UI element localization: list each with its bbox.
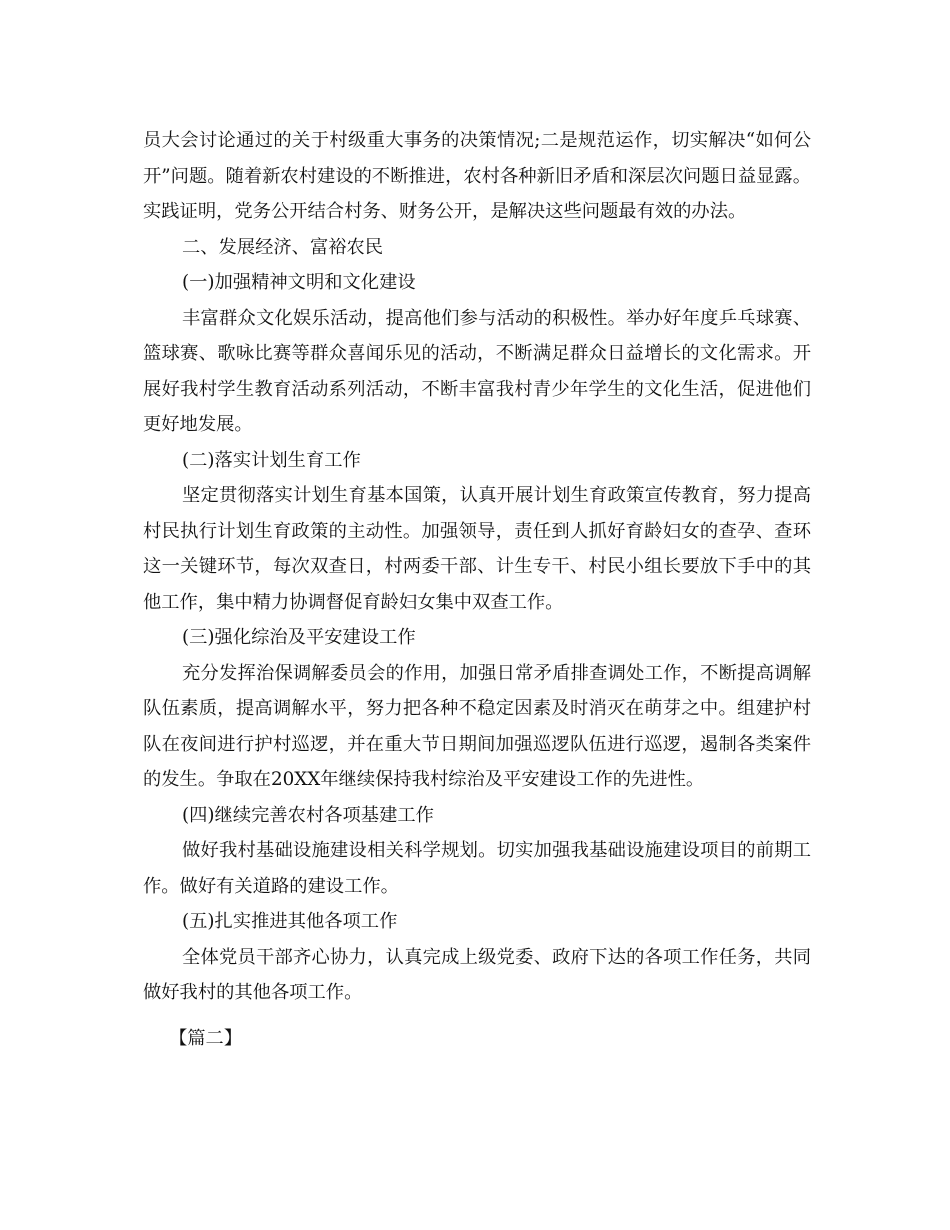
paragraph-infrastructure: 做好我村基础设施建设相关科学规划。切实加强我基础设施建设项目的前期工作。做好有关道路的建设工作。: [143, 840, 811, 897]
subheading-3: (三)强化综治及平安建设工作: [182, 627, 416, 648]
paragraph-public-safety: 充分发挥治保调解委员会的作用，加强日常矛盾排查调处工作，不断提高调解队伍素质，提高调解水平，努力把各种不稳定因素及时消灭在萌芽之中。组建护村队在夜间进行护村巡逻，并在重大节日期间加强巡逻队伍进行巡逻，遏制各类案件的发生。争取在20XX年继续保持我村综治及平安建设工作的先进性。: [143, 662, 811, 790]
document-body: [143, 123, 811, 1056]
paragraph-continued: 员大会讨论通过的关于村级重大事务的决策情况;二是规范运作，切实解决“如何公开”问题。随着新农村建设的不断推进，农村各种新旧矛盾和深层次问题日益显露。实践证明，党务公开结合村务、财务公开，是解决这些问题最有效的办法。: [143, 130, 811, 222]
paragraph-family-planning: 坚定贯彻落实计划生育基本国策，认真开展计划生育政策宣传教育，努力提高村民执行计划生育政策的主动性。加强领导，责任到人抓好育龄妇女的查孕、查环这一关键环节，每次双查日，村两委干部、计生专干、村民小组长要放下手中的其他工作，集中精力协调督促育龄妇女集中双查工作。: [143, 485, 811, 613]
subheading-4: (四)继续完善农村各项基建工作: [182, 804, 434, 826]
heading-section-two: 二、发展经济、富裕农民: [182, 236, 384, 258]
subheading-5: (五)扎实推进其他各项工作: [182, 911, 398, 932]
section-marker: 【篇二】: [169, 1027, 243, 1049]
paragraph-culture: 丰富群众文化娱乐活动，提高他们参与活动的积极性。举办好年度乒乓球赛、篮球赛、歌咏比赛等群众喜闻乐见的活动，不断满足群众日益增长的文化需求。开展好我村学生教育活动系列活动，不断丰富我村青少年学生的文化生活，促进他们更好地发展。: [143, 307, 811, 435]
paragraph-other-work: 全体党员干部齐心协力，认真完成上级党委、政府下达的各项工作任务，共同做好我村的其他各项工作。: [143, 946, 811, 1003]
subheading-1: (一)加强精神文明和文化建设: [182, 272, 416, 293]
subheading-2: (二)落实计划生育工作: [182, 449, 361, 471]
